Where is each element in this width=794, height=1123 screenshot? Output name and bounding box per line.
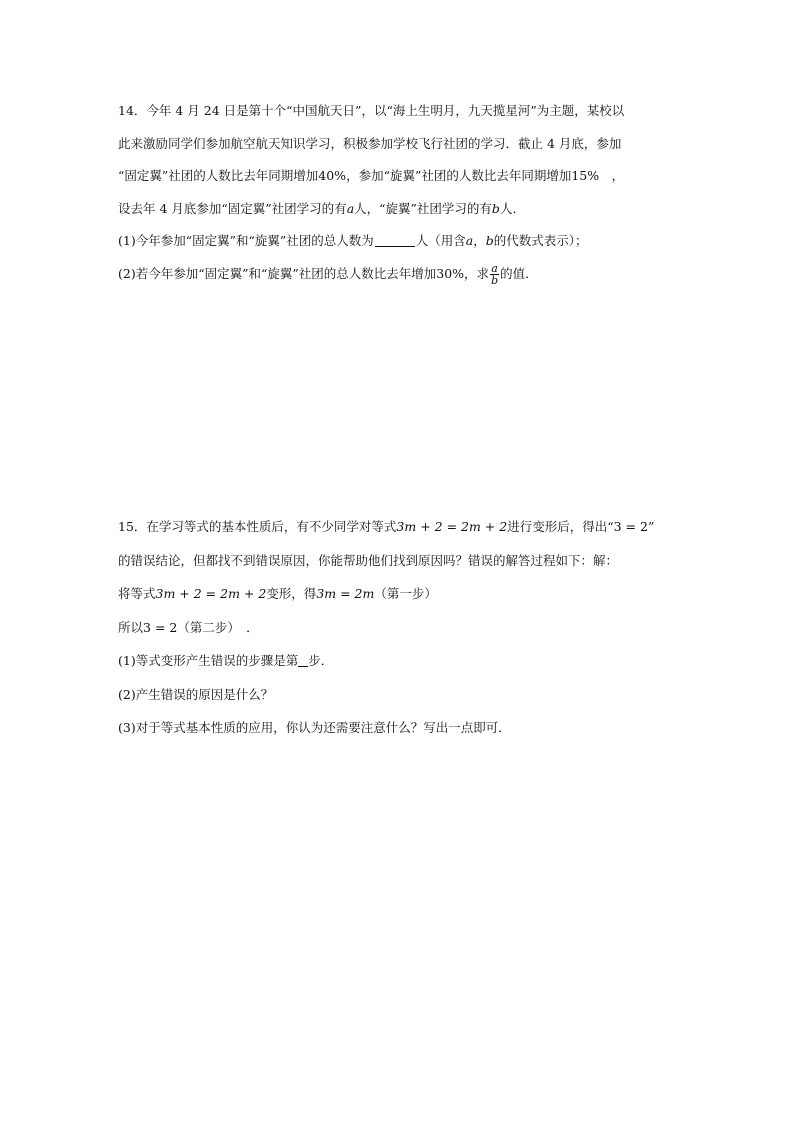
variable-b: b (485, 233, 494, 248)
text: 15．在学习等式的基本性质后，有不少同学对等式 (118, 519, 397, 534)
equation: 3m + 2 = 2m + 2 (396, 519, 508, 534)
text: ” (647, 519, 655, 534)
text: 的代数式表示）； (493, 233, 588, 248)
problem-14-line-3: “固定翼”社团的人数比去年同期增加40%，参加“旋翼”社团的人数比去年同期增加15% ， (118, 168, 625, 183)
answer-blank[interactable] (375, 233, 415, 247)
equation: 3m = 2m (316, 586, 375, 601)
text: (2)若今年参加“固定翼”和“旋翼”社团的总人数比去年增加30%，求 (118, 265, 490, 281)
text: 人，“旋翼”社团学习的有 (354, 200, 492, 216)
answer-blank[interactable] (298, 653, 308, 667)
equation: 3m + 2 = 2m + 2 (155, 586, 267, 601)
problem-15 (118, 516, 688, 751)
text: 步． (308, 653, 334, 668)
problem-14-question-1 (118, 230, 688, 251)
problem-14-line-4 (118, 198, 688, 219)
text: 所以 (118, 619, 144, 635)
text: 设去年 4 月底参加“固定翼”社团学习的有 (118, 200, 347, 216)
fraction-numerator: a (491, 261, 498, 275)
text: ， (473, 233, 486, 248)
problem-14-line-1: 14．今年 4 月 24 日是第十个“中国航天日”，以“海上生明月，九天揽星河”为主题，某校以 (118, 103, 625, 118)
problem-15-question-3: (3)对于等式基本性质的应用，你认为还需要注意什么？写出一点即可． (118, 720, 511, 735)
variable-a: a (346, 200, 355, 216)
fraction-denominator: b (491, 273, 499, 287)
variable-a: a (465, 233, 474, 248)
text: 变形，得 (266, 586, 317, 601)
text: (1)今年参加“固定翼”和“旋翼”社团的总人数为 (118, 233, 374, 248)
text: 人． (499, 200, 525, 216)
text: 进行变形后，得出“ (507, 519, 614, 534)
equation: 3 = 2 (613, 519, 648, 534)
equation: 3 = 2 (143, 619, 178, 635)
problem-14-line-2: 此来激励同学们参加航空航天知识学习，积极参加学校飞行社团的学习．截止 4 月底，参加 (118, 135, 622, 151)
text: （第一步） (374, 586, 437, 601)
problem-15-line-1 (118, 516, 688, 537)
problem-14 (118, 100, 688, 295)
text: (1)等式变形产生错误的步骤是第 (118, 653, 299, 668)
text: （第二步） ． (177, 619, 259, 635)
fraction-a-over-b (490, 263, 499, 286)
problem-15-question-1 (118, 650, 688, 671)
problem-15-question-2: (2)产生错误的原因是什么？ (118, 686, 274, 702)
text: 将等式 (118, 586, 156, 601)
variable-b: b (491, 200, 500, 216)
problem-15-line-3 (118, 583, 688, 604)
text: 的值． (500, 265, 538, 281)
problem-14-question-2 (118, 261, 688, 287)
problem-15-line-2: 的错误结论，但都找不到错误原因，你能帮助他们找到原因吗？错误的解答过程如下：解： (118, 552, 619, 568)
text: 人（用含 (415, 233, 466, 248)
problem-15-line-4 (118, 617, 688, 638)
